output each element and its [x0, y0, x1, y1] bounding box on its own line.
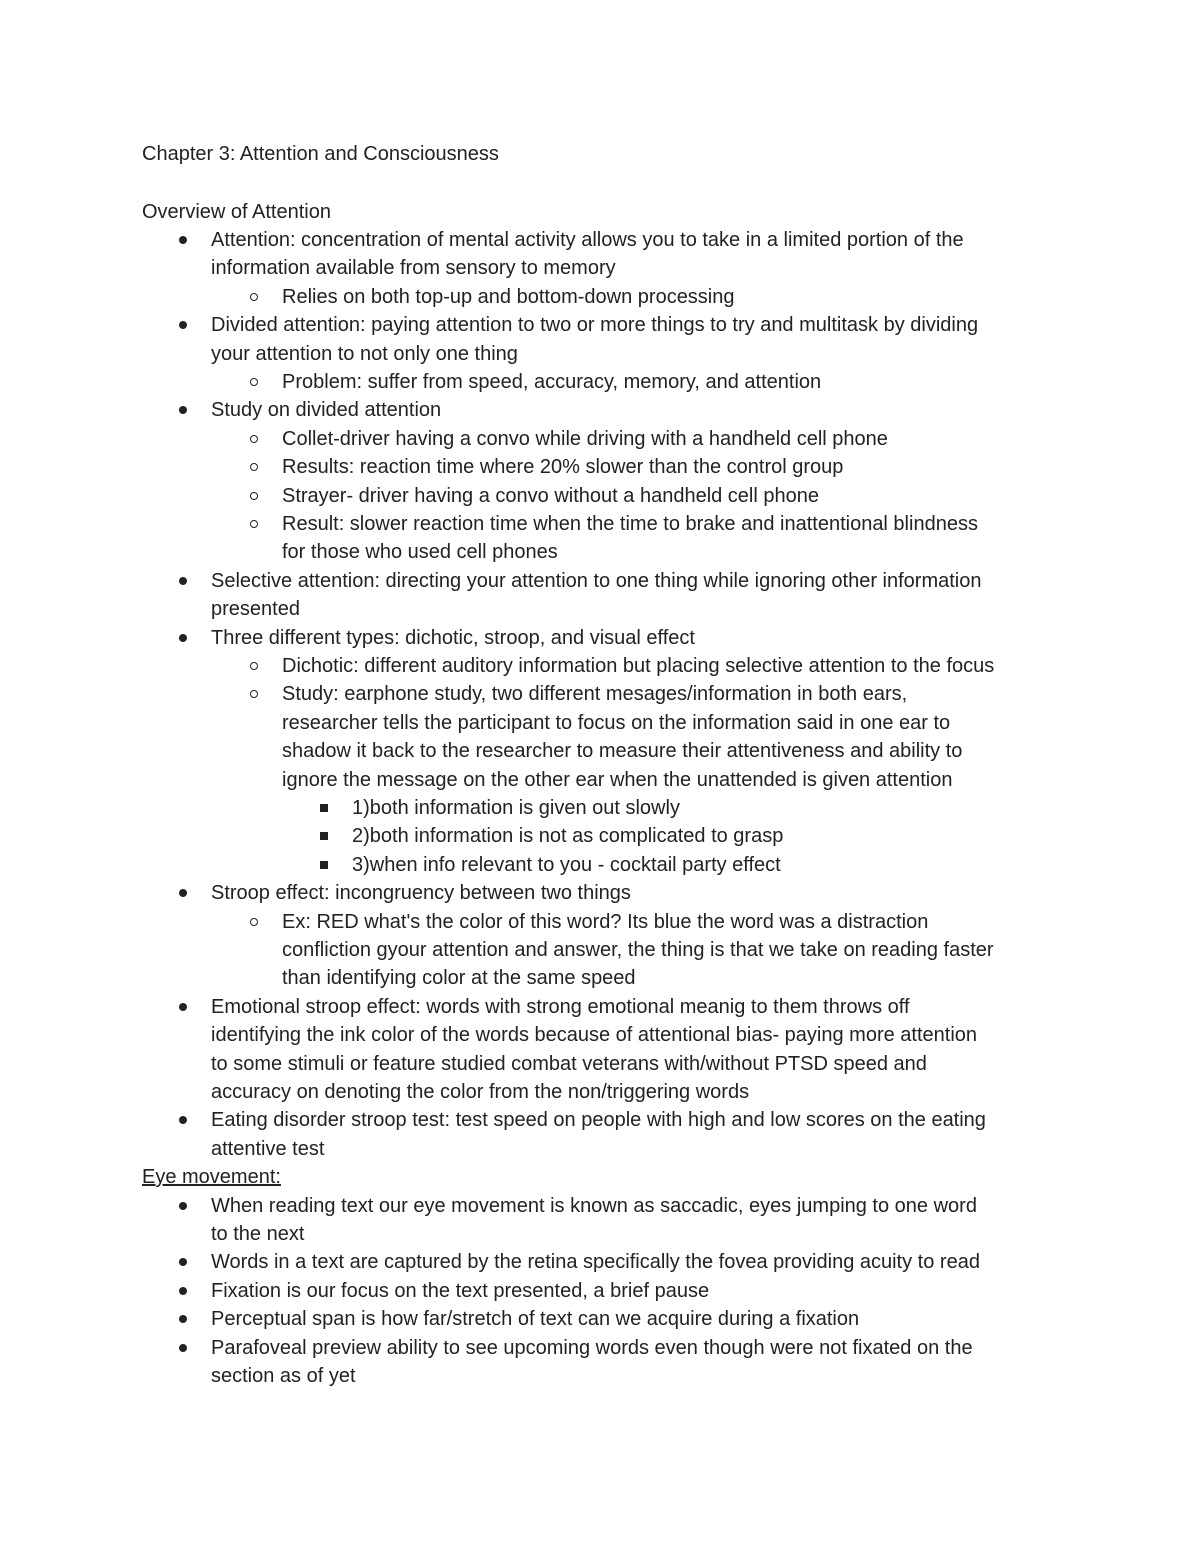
- bullet-dot-icon: [179, 577, 187, 585]
- bullet-circle-icon: [250, 690, 258, 698]
- bullet-dot-icon: [179, 889, 187, 897]
- list-item-line: Words in a text are captured by the retina specifically the fovea providing acuity to read: [211, 1251, 980, 1274]
- bullet-dot-icon: [179, 1202, 187, 1210]
- list-item-line: Perceptual span is how far/stretch of text can we acquire during a fixation: [211, 1308, 860, 1331]
- list-item-line: confliction gyour attention and answer, the thing is that we take on reading faster: [282, 938, 994, 961]
- list-item-line: Ex: RED what's the color of this word? Its blue the word was a distraction: [282, 910, 929, 933]
- list-item-line: 3)when info relevant to you - cocktail party effect: [352, 853, 781, 876]
- list-item-line: Parafoveal preview ability to see upcoming words even though were not fixated on the: [211, 1336, 973, 1359]
- bullet-square-icon: [320, 832, 328, 840]
- list-item-line: section as of yet: [211, 1364, 356, 1387]
- list-item-line: Problem: suffer from speed, accuracy, memory, and attention: [282, 370, 822, 393]
- list-item-line: accuracy on denoting the color from the non/triggering words: [211, 1080, 750, 1103]
- bullet-square-icon: [320, 804, 328, 812]
- bullet-circle-icon: [250, 435, 258, 443]
- list-item-line: When reading text our eye movement is known as saccadic, eyes jumping to one word: [211, 1194, 977, 1217]
- section-heading: Overview of Attention: [142, 200, 331, 223]
- list-item-line: Results: reaction time where 20% slower than the control group: [282, 456, 844, 479]
- list-item-line: for those who used cell phones: [282, 541, 558, 564]
- list-item-line: attentive test: [211, 1137, 325, 1160]
- list-item-line: Study on divided attention: [211, 399, 442, 422]
- bullet-circle-icon: [250, 520, 258, 528]
- bullet-circle-icon: [250, 463, 258, 471]
- list-item-line: researcher tells the participant to focus on the information said in one ear to: [282, 711, 951, 734]
- list-item-line: Dichotic: different auditory information but placing selective attention to the focus: [282, 654, 995, 677]
- bullet-dot-icon: [179, 1116, 187, 1124]
- list-item-line: Divided attention: paying attention to two or more things to try and multitask by dividing: [211, 314, 979, 337]
- bullet-circle-icon: [250, 378, 258, 386]
- list-item-line: Stroop effect: incongruency between two things: [211, 882, 631, 905]
- list-item-line: identifying the ink color of the words because of attentional bias- paying more attention: [211, 1024, 978, 1047]
- section-heading: Eye movement:: [142, 1166, 281, 1189]
- page-title: Chapter 3: Attention and Consciousness: [142, 143, 499, 165]
- bullet-dot-icon: [179, 1344, 187, 1352]
- list-item-line: to the next: [211, 1222, 305, 1245]
- list-item-line: Strayer- driver having a convo without a handheld cell phone: [282, 484, 819, 507]
- list-item-line: Fixation is our focus on the text presented, a brief pause: [211, 1279, 710, 1302]
- list-item-line: presented: [211, 598, 300, 621]
- bullet-dot-icon: [179, 634, 187, 642]
- bullet-dot-icon: [179, 321, 187, 329]
- list-item-line: ignore the message on the other ear when the unattended is given attention: [282, 768, 953, 791]
- list-item-line: Study: earphone study, two different mesages/information in both ears,: [282, 683, 908, 706]
- list-item-line: Result: slower reaction time when the time to brake and inattentional blindness: [282, 512, 978, 535]
- bullet-dot-icon: [179, 1003, 187, 1011]
- bullet-dot-icon: [179, 406, 187, 414]
- list-item-line: Selective attention: directing your attention to one thing while ignoring other information: [211, 569, 982, 592]
- bullet-circle-icon: [250, 293, 258, 301]
- bullet-circle-icon: [250, 662, 258, 670]
- bullet-dot-icon: [179, 1287, 187, 1295]
- list-item-line: than identifying color at the same speed: [282, 967, 636, 990]
- list-item-line: your attention to not only one thing: [211, 342, 518, 365]
- list-item-line: Relies on both top-up and bottom-down processing: [282, 285, 735, 308]
- list-item-line: Eating disorder stroop test: test speed on people with high and low scores on the eating: [211, 1109, 986, 1132]
- list-item-line: 1)both information is given out slowly: [352, 796, 680, 819]
- list-item-line: Collet-driver having a convo while driving with a handheld cell phone: [282, 427, 888, 450]
- bullet-dot-icon: [179, 1258, 187, 1266]
- bullet-circle-icon: [250, 918, 258, 926]
- bullet-square-icon: [320, 861, 328, 869]
- list-item-line: Emotional stroop effect: words with strong emotional meanig to them throws off: [211, 995, 910, 1018]
- bullet-dot-icon: [179, 236, 187, 244]
- list-item-line: to some stimuli or feature studied combat veterans with/without PTSD speed and: [211, 1052, 927, 1075]
- list-item-line: information available from sensory to memory: [211, 257, 616, 280]
- list-item-line: Three different types: dichotic, stroop, and visual effect: [211, 626, 695, 649]
- list-item-line: 2)both information is not as complicated to grasp: [352, 825, 784, 848]
- bullet-circle-icon: [250, 492, 258, 500]
- list-item-line: Attention: concentration of mental activity allows you to take in a limited portion of the: [211, 228, 964, 251]
- list-item-line: shadow it back to the researcher to measure their attentiveness and ability to: [282, 740, 963, 763]
- bullet-dot-icon: [179, 1315, 187, 1323]
